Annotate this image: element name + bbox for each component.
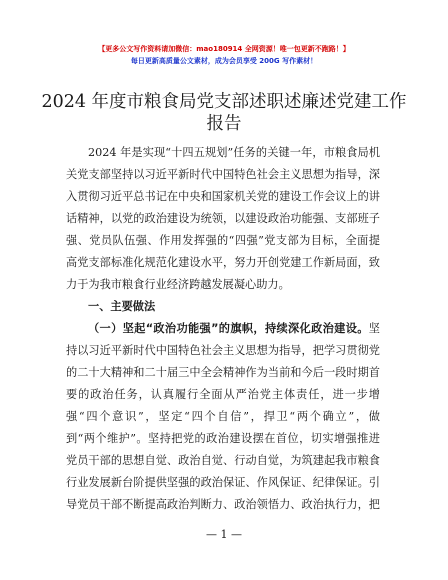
body-line: 行业发展新台阶提供坚强的政治保证、作风保证、纪律保证。引: [66, 476, 380, 489]
body-line: 的二十大精神和二十届三中全会精神作为当前和今后一段时期首: [66, 366, 380, 379]
body-line: 要的政治任务，认真履行全面从严治党主体责任，进一步增: [66, 388, 380, 401]
promo-banner-blue: 每日更新高质量公文素材，成为会员享受 200G 写作素材！: [130, 57, 318, 65]
subsection-line: [88, 322, 380, 336]
body-line: 高党支部标准化规范化建设水平，努力开创党建工作新局面，致: [66, 256, 380, 269]
document-title-line1: 2024 年度市粮食局党支部述职述廉述党建工作: [41, 92, 407, 112]
body-line: 强“四个意识”，坚定“四个自信”，捍卫“两个确立”，做: [66, 410, 380, 423]
body-line: 关党支部坚持以习近平新时代中国特色社会主义思想为指导，深: [66, 168, 380, 181]
document-title-line2: 报告: [206, 114, 242, 134]
body-line: 话精神，以党的政治建设为统领，以建设政治功能强、支部班子: [66, 212, 380, 225]
promo-banner-red: 【更多公文写作资料请加微信：mao180914 全网资源！唯一包更新不跑路！】: [98, 45, 350, 53]
body-line: 力于为我市粮食行业经济跨越发展凝心助力。: [66, 278, 290, 291]
body-line: 入贯彻习近平总书记在中央和国家机关党的建设工作会议上的讲: [66, 190, 380, 203]
subsection-text: 坚: [368, 322, 380, 335]
body-line: 党员干部的思想自觉、政治自觉、行动自觉，为筑建起我市粮食: [66, 454, 380, 467]
body-line: 强、党员队伍强、作用发挥强的“四强”党支部为目标，全面提: [66, 234, 380, 247]
subsection-heading: （一）坚起“政治功能强”的旗帜，持续深化政治建设。: [88, 322, 369, 335]
body-line: 2024 年是实现“十四五规划”任务的关键一年，市粮食局机: [88, 146, 380, 159]
body-line: 到“两个维护”。坚持把党的政治建设摆在首位，切实增强推进: [66, 432, 380, 445]
body-line: 导党员干部不断提高政治判断力、政治领悟力、政治执行力，把: [66, 498, 380, 511]
section-heading: 一、主要做法: [88, 300, 156, 313]
page-number: — 1 —: [206, 528, 242, 541]
body-line: 持以习近平新时代中国特色社会主义思想为指导，把学习贯彻党: [66, 344, 380, 357]
